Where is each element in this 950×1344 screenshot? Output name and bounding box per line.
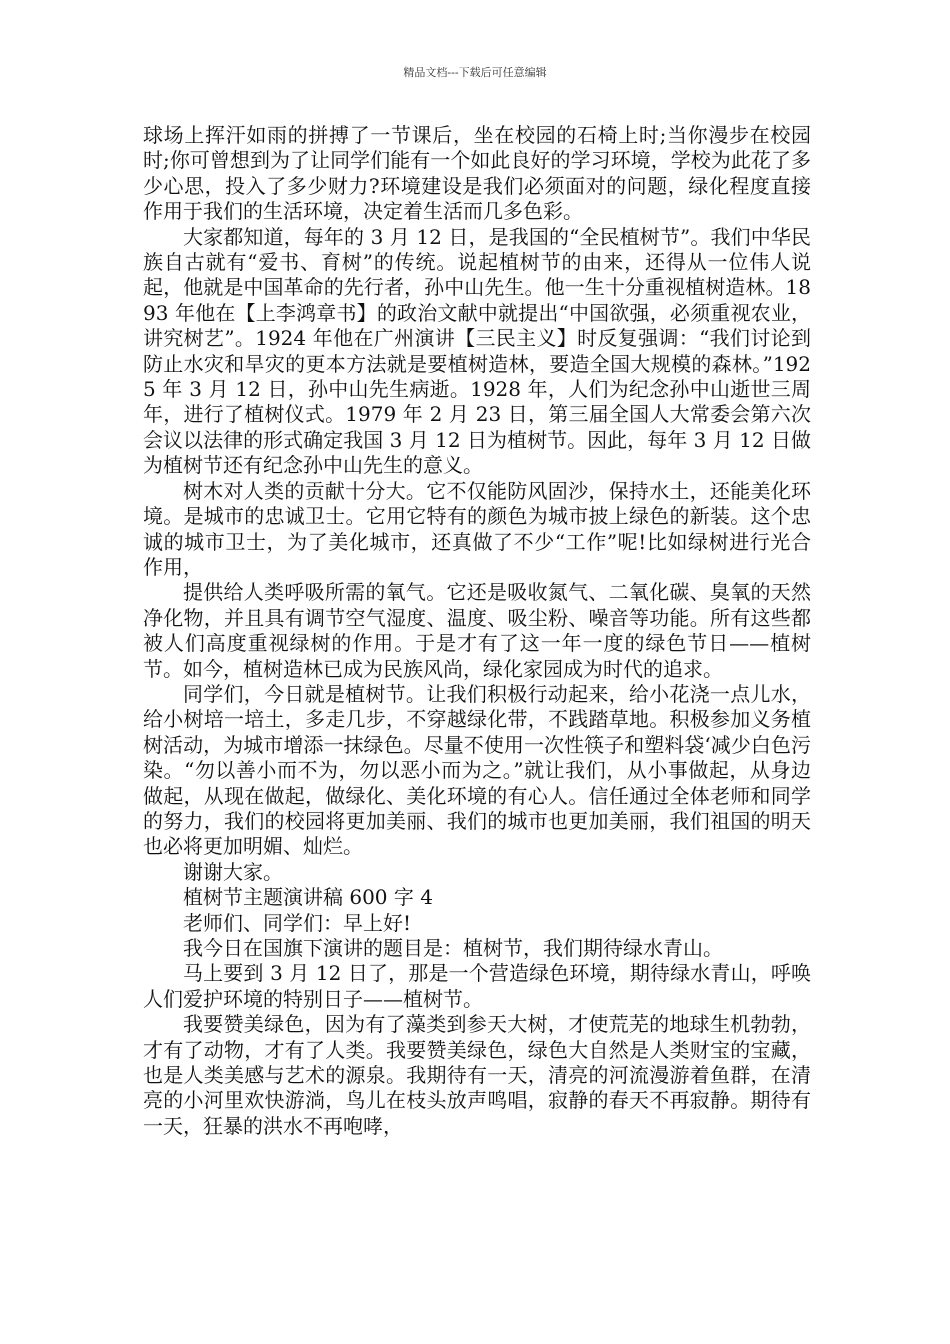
paragraph-9: 我今日在国旗下演讲的题目是：植树节，我们期待绿水青山。 <box>183 936 723 960</box>
greeting: 老师们、同学们：早上好! <box>183 910 412 935</box>
paragraph-4: 提供给人类呼吸所需的氧气。它还是吸收氮气、二氧化碳、臭氧的天然净化物，并且具有调节空气湿度、温度、吸尘粉、噪音等功能。所有这些都被人们高度重视绿树的作用。于是才有了这一年一度的绿色节日——植树节。如今，植树造林已成为民族风尚，绿化家园成为时代的追求。 <box>143 580 811 681</box>
paragraph-10: 马上要到 3 月 12 日了，那是一个营造绿色环境，期待绿水青山，呼唤人们爱护环境的特别日子——植树节。 <box>143 961 811 1011</box>
document-body <box>143 123 811 1139</box>
paragraph-11: 我要赞美绿色，因为有了藻类到参天大树，才使荒芜的地球生机勃勃，才有了动物，才有了人类。我要赞美绿色，绿色大自然是人类财宝的宝藏，也是人类美感与艺术的源泉。我期待有一天，清亮的河流漫游着鱼群，在清亮的小河里欢快游淌，鸟儿在枝头放声鸣唱，寂静的春天不再寂静。期待有一天，狂暴的洪水不再咆哮， <box>143 1012 811 1138</box>
paragraph-6: 谢谢大家。 <box>183 859 283 884</box>
paragraph-3: 树木对人类的贡献十分大。它不仅能防风固沙，保持水土，还能美化环境。是城市的忠诚卫士。它用它特有的颜色为城市披上绿色的新装。这个忠诚的城市卫士，为了美化城市，还真做了不少“工作”呢!比如绿树进行光合作用， <box>143 478 811 579</box>
paragraph-5: 同学们，今日就是植树节。让我们积极行动起来，给小花浇一点儿水，给小树培一培土，多走几步，不穿越绿化带，不践踏草地。积极参加义务植树活动，为城市增添一抹绿色。尽量不使用一次性筷子和塑料袋‘减少白色污染。“勿以善小而不为，勿以恶小而为之。”就让我们，从小事做起，从身边做起，从现在做起，做绿化、美化环境的有心人。信任通过全体老师和同学的努力，我们的校园将更加美丽、我们的城市也更加美丽，我们祖国的明天也必将更加明媚、灿烂。 <box>143 681 811 859</box>
page-header: 精品文档---下载后可任意编辑 <box>403 66 547 79</box>
paragraph-1: 球场上挥汗如雨的拼搏了一节课后，坐在校园的石椅上时;当你漫步在校园时;你可曾想到为了让同学们能有一个如此良好的学习环境，学校为此花了多少心思，投入了多少财力?环境建设是我们必须面对的问题，绿化程度直接作用于我们的生活环境，决定着生活而几多色彩。 <box>143 123 811 224</box>
section-title: 植树节主题演讲稿 600 字 4 <box>183 885 433 910</box>
paragraph-2: 大家都知道，每年的 3 月 12 日，是我国的“全民植树节”。我们中华民族自古就有“爱书、育树”的传统。说起植树节的由来，还得从一位伟人说起，他就是中国革命的先行者，孙中山先生。他一生十分重视植树造林。1893 年他在【上李鸿章书】的政治文献中就提出“中国欲强，必须重视农业，讲究树艺”。1924 年他在广州演讲【三民主义】时反复强调：“我们讨论到防止水灾和旱灾的更本方法就是要植树造林，要造全国大规模的森林。”1925 年 3 月 12 日，孙中山先生病逝。1928 年，人们为纪念孙中山逝世三周年，进行了植树仪式。1979 年 2 月 23 日，第三届全国人大常委会第六次会议以法律的形式确定我国 3 月 12 日为植树节。因此，每年 3 月 12 日做为植树节还有纪念孙中山先生的意义。 <box>143 224 811 478</box>
